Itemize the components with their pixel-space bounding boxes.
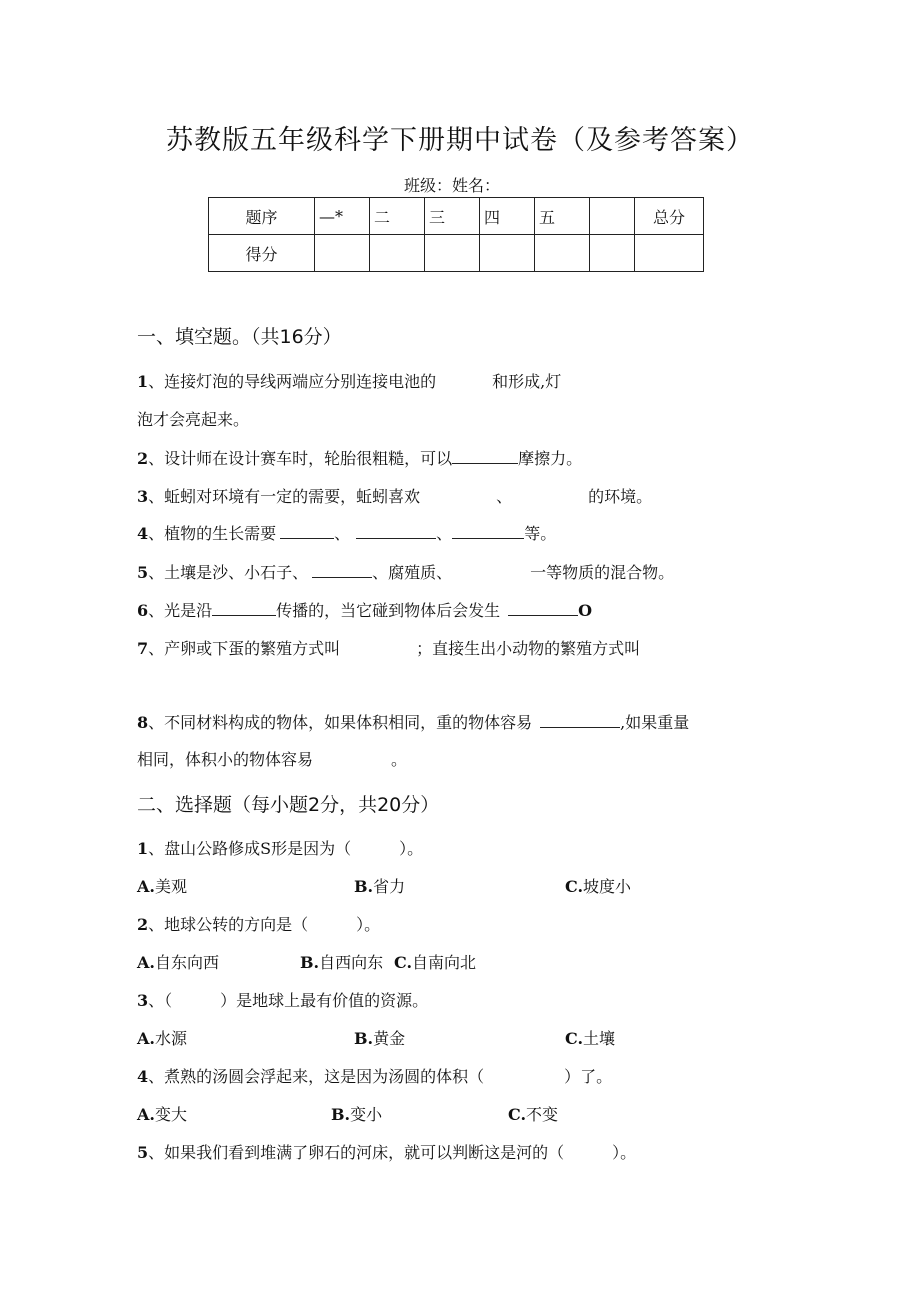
header-cell-2: 二	[370, 198, 425, 235]
option-a[interactable]	[137, 950, 219, 973]
question-number: 5	[137, 563, 149, 582]
s2-question-1	[137, 836, 423, 859]
question-number: 2	[137, 449, 149, 468]
header-cell-4: 四	[480, 198, 535, 235]
score-table-header-row	[209, 198, 704, 235]
question-text: 的环境。	[588, 487, 653, 506]
question-text: 、植物的生长需要	[148, 524, 277, 543]
answer-blank[interactable]	[508, 601, 578, 616]
question-text: 。	[391, 750, 408, 769]
option-letter: A.	[137, 1029, 155, 1048]
s1-question-2	[137, 446, 582, 469]
question-number: 3	[137, 487, 149, 506]
question-number: 6	[137, 601, 149, 620]
answer-blank[interactable]	[356, 524, 436, 539]
question-text: 、	[496, 487, 513, 506]
section2-heading: 二、选择题（每小题2分，共20分）	[137, 794, 440, 816]
option-letter: A.	[137, 877, 155, 896]
question-number: 7	[137, 639, 149, 658]
s2-question-2	[137, 912, 380, 935]
s1-question-3	[137, 484, 652, 507]
option-b[interactable]	[331, 1102, 382, 1125]
option-letter: B.	[354, 877, 374, 896]
option-text: 省力	[373, 877, 406, 896]
score-cell[interactable]	[590, 235, 635, 272]
s1-question-1	[137, 369, 561, 392]
option-text: 黄金	[373, 1029, 406, 1048]
header-cell-6	[590, 198, 635, 235]
option-text: 水源	[154, 1029, 187, 1048]
s1-question-1-line2: 泡才会亮起来。	[137, 410, 250, 429]
class-name-line: 班级：姓名：	[404, 176, 501, 195]
score-cell[interactable]	[480, 235, 535, 272]
header-cell-order: 题序	[209, 198, 315, 235]
s2-question-3	[137, 988, 428, 1011]
header-cell-total: 总分	[635, 198, 704, 235]
s1-question-4	[137, 521, 556, 544]
s1-question-6	[137, 598, 592, 621]
option-b[interactable]	[354, 1026, 405, 1049]
option-c[interactable]	[565, 874, 631, 897]
answer-blank[interactable]	[280, 524, 334, 539]
score-cell[interactable]	[370, 235, 425, 272]
option-letter: C.	[565, 1029, 584, 1048]
option-c[interactable]	[565, 1026, 615, 1049]
option-a[interactable]	[137, 874, 187, 897]
question-text: 相同，体积小的物体容易	[137, 750, 314, 769]
option-text: 美观	[154, 877, 187, 896]
question-text: 等。	[524, 524, 557, 543]
option-text: 自南向北	[412, 953, 477, 972]
question-text: 传播的，当它碰到物体后会发生	[276, 601, 501, 620]
option-letter: B.	[331, 1105, 351, 1124]
option-b[interactable]	[300, 950, 383, 973]
answer-blank[interactable]	[540, 713, 620, 728]
question-text: 、光是沿	[148, 601, 213, 620]
question-text: 、盘山公路修成S形是因为（ ）。	[148, 839, 424, 858]
question-text: 、土壤是沙、小石子、	[148, 563, 309, 582]
question-number: 5	[137, 1143, 149, 1162]
question-text: 、如果我们看到堆满了卵石的河床，就可以判断这是河的（ ）。	[148, 1143, 637, 1162]
question-number: 4	[137, 524, 149, 543]
option-letter: A.	[137, 953, 155, 972]
header-cell-3: 三	[425, 198, 480, 235]
question-number: 1	[137, 839, 149, 858]
question-text: 、腐殖质、	[372, 563, 453, 582]
option-text: 坡度小	[583, 877, 632, 896]
question-text: ；直接生出小动物的繁殖方式叫	[416, 639, 641, 658]
question-text: 、不同材料构成的物体，如果体积相同，重的物体容易	[148, 713, 533, 732]
option-c[interactable]	[394, 950, 476, 973]
option-letter: C.	[394, 953, 413, 972]
score-row-label: 得分	[209, 235, 315, 272]
question-text: 摩擦力。	[518, 449, 583, 468]
question-text: ,如果重量	[620, 713, 690, 732]
option-letter: C.	[508, 1105, 527, 1124]
option-c[interactable]	[508, 1102, 558, 1125]
question-text: 、（ ）是地球上最有价值的资源。	[148, 991, 429, 1010]
question-end-mark: O	[578, 601, 593, 620]
option-text: 变小	[350, 1105, 383, 1124]
section1-heading: 一、填空题。（共16分）	[137, 326, 342, 348]
question-text: 、蚯蚓对环境有一定的需要，蚯蚓喜欢	[148, 487, 421, 506]
answer-blank[interactable]	[212, 601, 276, 616]
option-letter: B.	[354, 1029, 374, 1048]
question-text: 和形成,灯	[492, 372, 562, 391]
answer-blank[interactable]	[452, 449, 518, 464]
question-text: 、产卵或下蛋的繁殖方式叫	[148, 639, 341, 658]
separator: 、	[436, 524, 453, 543]
option-text: 土壤	[583, 1029, 616, 1048]
score-cell-total[interactable]	[635, 235, 704, 272]
s1-question-8-line2	[137, 747, 407, 770]
page-title: 苏教版五年级科学下册期中试卷（及参考答案）	[166, 125, 754, 156]
question-number: 3	[137, 991, 149, 1010]
option-text: 变大	[154, 1105, 187, 1124]
option-letter: A.	[137, 1105, 155, 1124]
question-number: 2	[137, 915, 149, 934]
question-number: 1	[137, 372, 149, 391]
header-cell-1: —*	[315, 198, 370, 235]
s2-question-4	[137, 1064, 612, 1087]
header-cell-5: 五	[535, 198, 590, 235]
score-cell[interactable]	[535, 235, 590, 272]
option-letter: B.	[300, 953, 320, 972]
question-text: 一等物质的混合物。	[530, 563, 675, 582]
score-table-score-row	[209, 235, 704, 272]
score-cell[interactable]	[425, 235, 480, 272]
score-table	[208, 197, 704, 272]
score-cell[interactable]	[315, 235, 370, 272]
question-text: 、煮熟的汤圆会浮起来，这是因为汤圆的体积（ ）了。	[148, 1067, 613, 1086]
s1-question-7	[137, 636, 640, 659]
option-letter: C.	[565, 877, 584, 896]
option-a[interactable]	[137, 1102, 187, 1125]
option-a[interactable]	[137, 1026, 187, 1049]
question-text: 、连接灯泡的导线两端应分别连接电池的	[148, 372, 437, 391]
answer-blank[interactable]	[452, 524, 524, 539]
s2-question-5	[137, 1140, 636, 1163]
separator: 、	[334, 524, 351, 543]
option-text: 自东向西	[154, 953, 219, 972]
question-text: 、地球公转的方向是（ ）。	[148, 915, 381, 934]
option-text: 自西向东	[319, 953, 384, 972]
s1-question-8	[137, 710, 689, 733]
option-b[interactable]	[354, 874, 405, 897]
option-text: 不变	[526, 1105, 559, 1124]
s1-question-5	[137, 560, 674, 583]
question-number: 4	[137, 1067, 149, 1086]
question-number: 8	[137, 713, 149, 732]
question-text: 、设计师在设计赛车时，轮胎很粗糙，可以	[148, 449, 453, 468]
answer-blank[interactable]	[312, 563, 372, 578]
